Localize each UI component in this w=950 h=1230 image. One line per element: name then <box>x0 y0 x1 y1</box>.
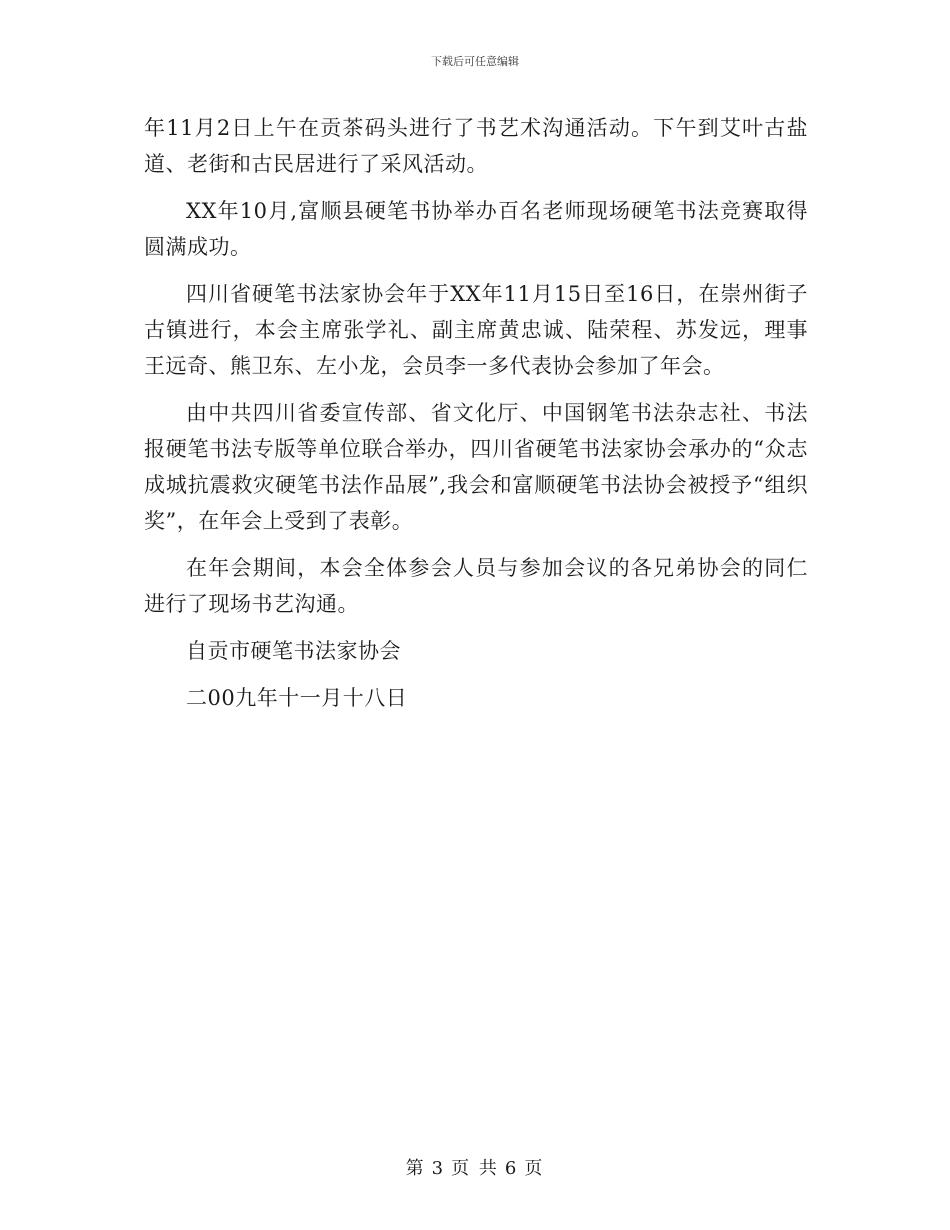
paragraph-5: 在年会期间，本会全体参会人员与参加会议的各兄弟协会的同仁进行了现场书艺沟通。 <box>144 556 808 616</box>
document-body <box>144 110 808 727</box>
signature-organization: 自贡市硬笔书法家协会 <box>186 639 401 663</box>
page-label-suffix: 页 <box>524 1158 545 1179</box>
paragraph-1: 年11月2日上午在贡茶码头进行了书艺术沟通活动。下午到艾叶古盐道、老街和古民居进行了采风活动。 <box>144 116 808 176</box>
page-header-note: 下载后可任意编辑 <box>431 55 519 68</box>
paragraph-2: XX年10月,富顺县硬笔书协举办百名老师现场硬笔书法竞赛取得圆满成功。 <box>144 199 808 259</box>
page-label-mid: 页 共 <box>451 1158 499 1179</box>
page-label-prefix: 第 <box>405 1158 426 1179</box>
signature-date: 二00九年十一月十八日 <box>186 686 408 710</box>
total-pages-number: 6 <box>504 1158 519 1179</box>
page-footer <box>0 1154 950 1180</box>
paragraph-3: 四川省硬笔书法家协会年于XX年11月15日至16日，在崇州街子古镇进行，本会主席张学礼、副主席黄忠诚、陆荣程、苏发远，理事王远奇、熊卫东、左小龙，会员李一多代表协会参加了年会。 <box>144 282 808 378</box>
current-page-number: 3 <box>431 1158 446 1179</box>
paragraph-4: 由中共四川省委宣传部、省文化厅、中国钢笔书法杂志社、书法报硬笔书法专版等单位联合举办，四川省硬笔书法家协会承办的“众志成城抗震救灾硬笔书法作品展”,我会和富顺硬笔书法协会被授予“组织奖”，在年会上受到了表彰。 <box>144 401 808 533</box>
